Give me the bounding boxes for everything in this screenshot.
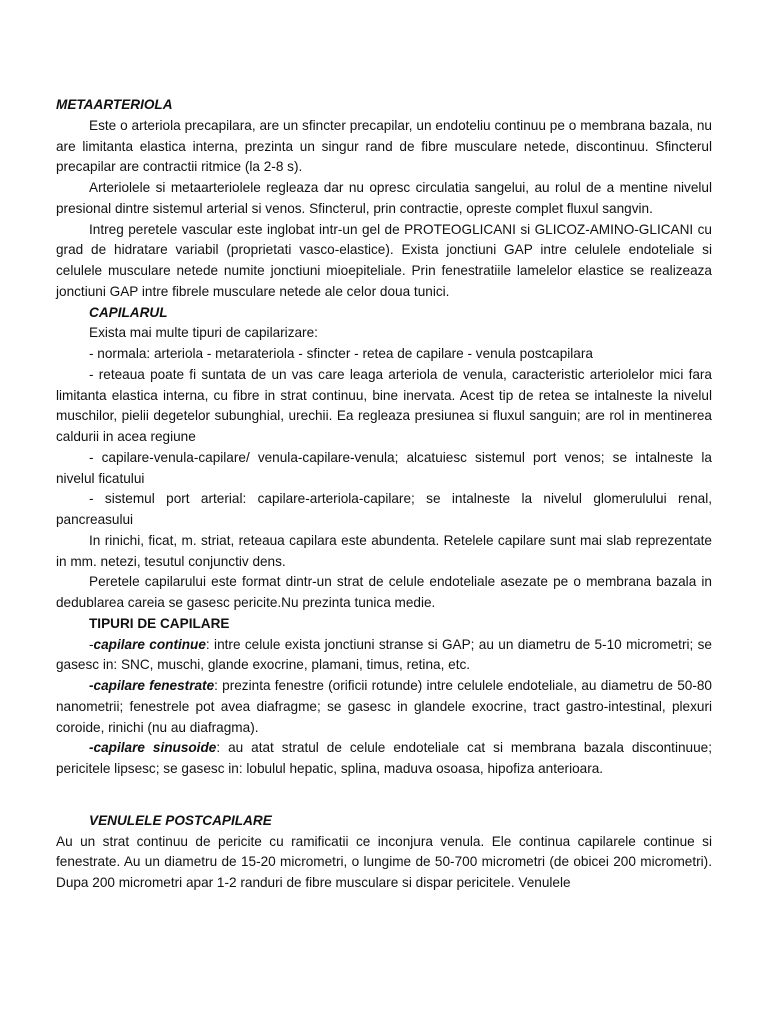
- paragraph: Peretele capilarului este format dintr-un strat de celule endoteliale asezate pe o membrana bazala in dedublarea careia se gasesc pericite.Nu prezinta tunica medie.: [56, 574, 712, 610]
- heading-capilarul: CAPILARUL: [89, 304, 168, 320]
- dash: -: [89, 636, 94, 652]
- term-capilare-sinusoide: -capilare sinusoide: [89, 740, 217, 756]
- document-body: [56, 95, 712, 894]
- definition-text: : intre celule exista jonctiuni stranse si GAP; au un diametru de 5-10 micrometri; se gasesc in: SNC, muschi, glande exocrine, plamani, timus, retina, etc.: [56, 636, 712, 673]
- term-capilare-continue: capilare continue: [93, 636, 206, 652]
- definition-text: : prezinta fenestre (orificii rotunde) intre celulele endoteliale, au diametru de 50-80 nanometrii; fenestrele pot avea diafragme; se gasesc in glandele exocrine, tract gastro-intestinal, plexuri coroide, rinichi (nu au diafragma).: [56, 678, 712, 735]
- paragraph: Exista mai multe tipuri de capilarizare:: [89, 325, 318, 341]
- term-capilare-fenestrate: -capilare fenestrate: [89, 678, 215, 693]
- paragraph: Intreg peretele vascular este inglobat intr-un gel de PROTEOGLICANI si GLICOZ-AMINO-GLICANI cu grad de hidratare variabil (proprietati vasco-elastice). Exista jonctiuni GAP intre celulele endoteliale si celulele musculare netede numite jonctiuni mioepiteliale. Prin fenestratiile lamelelor elastice se realizeaza jonctiuni GAP intre fibrele musculare netede ale celor doua tunici.: [56, 221, 712, 299]
- paragraph-capilare-sinusoide: [56, 738, 712, 780]
- heading-metaarteriola: METAARTERIOLA: [56, 97, 173, 112]
- list-item: - sistemul port arterial: capilare-arteriola-capilare; se intalneste la nivelul glomerulului renal, pancreasului: [56, 491, 712, 527]
- heading-tipuri-de-capilare: TIPURI DE CAPILARE: [89, 615, 230, 631]
- paragraph: Arteriolele si metaarteriolele regleaza dar nu opresc circulatia sangelui, au rolul de a mentine nivelul presional dintre sistemul arterial si venos. Sfincterul, prin contractie, opreste complet fluxul sangvin.: [56, 180, 712, 216]
- paragraph: Au un strat continuu de pericite cu ramificatii ce inconjura venula. Ele continua capilarele continue si fenestrate. Au un diametru de 15-20 micrometri, o lungime de 50-700 micrometri (de obicei 200 micrometri). Dupa 200 micrometri apar 1-2 randuri de fibre musculare si dispar pericitele. Venulele: [56, 833, 712, 890]
- paragraph-capilare-continue: [56, 635, 712, 677]
- list-item: - capilare-venula-capilare/ venula-capilare-venula; alcatuiesc sistemul port venos; se intalneste la nivelul ficatului: [56, 449, 712, 486]
- paragraph: Este o arteriola precapilara, are un sfincter precapilar, un endoteliu continuu pe o membrana bazala, nu are limitanta elastica interna, prezinta un singur rand de fibre musculare netede, discontinuu. Sfincterul precapilar are contractii ritmice (la 2-8 s).: [56, 117, 712, 175]
- definition-text: : au atat stratul de celule endoteliale cat si membrana bazala discontinuue; pericitele lipsesc; se gasesc in: lobulul hepatic, splina, maduva osoasa, hipofiza anterioara.: [56, 740, 712, 776]
- list-item: - reteaua poate fi suntata de un vas care leaga arteriola de venula, caracteristic arteriolelor mici fara limitanta elastica interna, cu fibre in strat continuu, bine inervata. Acest tip de retea se intalneste la nivelul muschilor, pielii degetelor subunghial, urechii. Ea regleaza presiunea si fluxul sanguin; are rol in mentinerea caldurii in acea regiune: [56, 366, 712, 444]
- paragraph: In rinichi, ficat, m. striat, reteaua capilara este abundenta. Retelele capilare sunt mai slab reprezentate in mm. netezi, tesutul conjunctiv dens.: [56, 532, 712, 569]
- heading-venulele-postcapilare: VENULELE POSTCAPILARE: [89, 812, 272, 828]
- paragraph-capilare-fenestrate: [56, 676, 712, 738]
- section-spacer: [56, 780, 712, 811]
- list-item: - normala: arteriola - metarateriola - sfincter - retea de capilare - venula postcapilara: [89, 346, 593, 361]
